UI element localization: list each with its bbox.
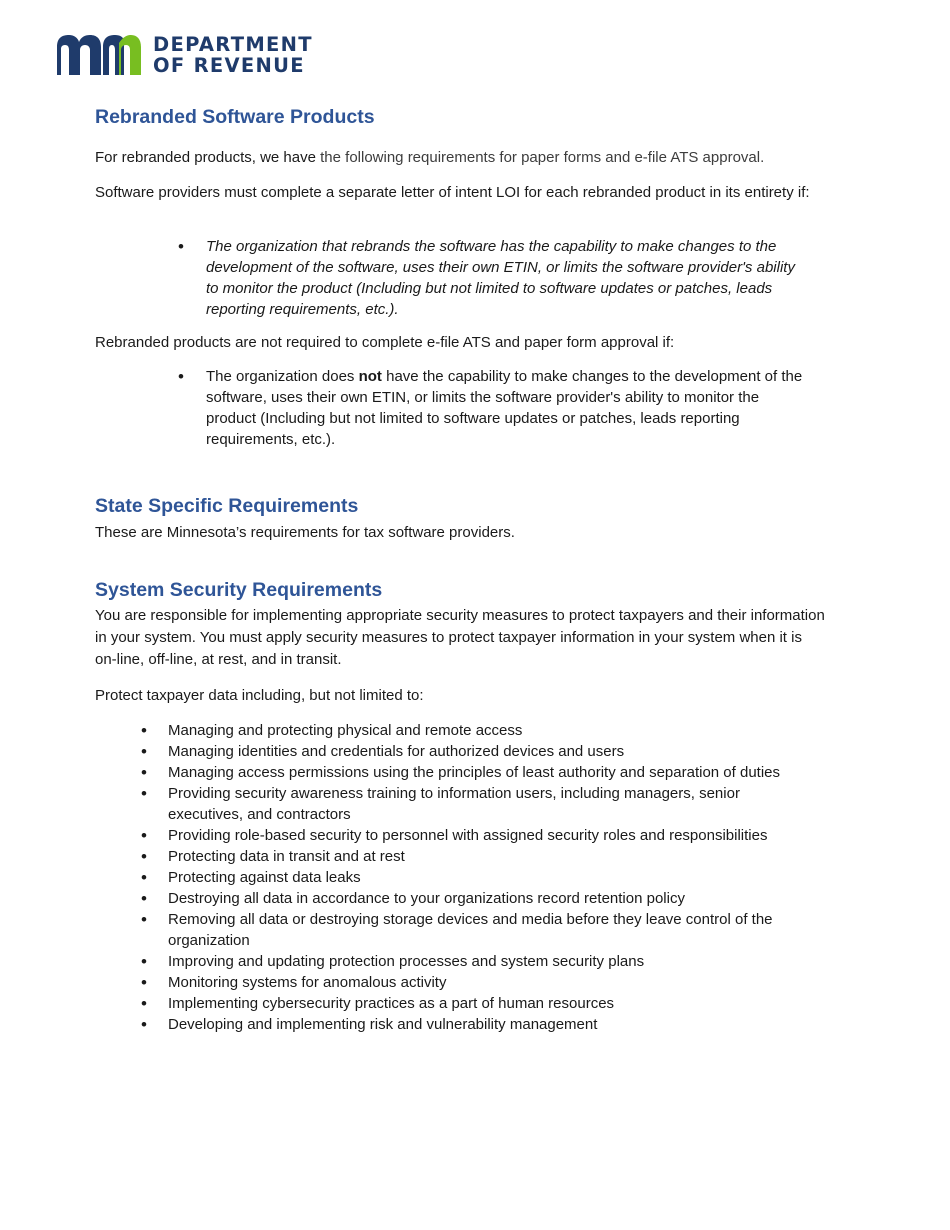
not-required-paragraph: Rebranded products are not required to complete e-file ATS and paper form approval if: <box>95 334 675 351</box>
list-item: • Destroying all data in accordance to your organizations record retention policy <box>168 888 818 909</box>
rebranded-intro <box>95 147 825 168</box>
rebranded-intro-start: For rebranded products, we have <box>95 149 316 166</box>
not-required-bullet-rest: have the capability to make changes to the development of the software, uses their own ETIN, or limits the software provider's ability to monitor the product (Including but not limited to software updates or patches, leads reporting requirements, etc.). <box>206 368 803 448</box>
department-of-revenue-logo <box>57 33 313 79</box>
list-item: • Managing identities and credentials for authorized devices and users <box>168 741 818 762</box>
list-item: • Providing role-based security to personnel with assigned security roles and responsibilities <box>168 825 818 846</box>
list-item: • Protecting against data leaks <box>168 867 818 888</box>
logo-text-line1: DEPARTMENT <box>153 33 313 56</box>
loi-bullet-list <box>206 236 806 320</box>
list-item: • Improving and updating protection processes and system security plans <box>168 951 818 972</box>
list-item: • Developing and implementing risk and vulnerability management <box>168 1014 818 1035</box>
list-item: • Managing access permissions using the principles of least authority and separation of duties <box>168 762 818 783</box>
list-item: • Implementing cybersecurity practices as a part of human resources <box>168 993 818 1014</box>
security-paragraph: You are responsible for implementing appropriate security measures to protect taxpayers and their information in your system. You must apply security measures to protect taxpayer information in your system when it is on-line, off-line, at rest, and in transit. <box>95 607 825 668</box>
mn-logo-icon <box>57 33 143 79</box>
security-heading: System Security Requirements <box>95 579 383 601</box>
not-required-bullet-list <box>206 366 806 450</box>
state-heading: State Specific Requirements <box>95 495 359 517</box>
list-item <box>206 236 806 320</box>
list-item: • Protecting data in transit and at rest <box>168 846 818 867</box>
list-item: • Managing and protecting physical and remote access <box>168 720 818 741</box>
not-required-bullet-bold: not <box>358 368 382 385</box>
list-item <box>206 366 806 450</box>
protect-intro: Protect taxpayer data including, but not limited to: <box>95 687 424 704</box>
logo-text-line2: OF REVENUE <box>153 54 305 77</box>
loi-bullet-text: The organization that rebrands the software has the capability to make changes to the development of the software, uses their own ETIN, or limits the software provider's ability to monitor the product (Including but not limited to software updates or patches, leads reporting requirements, etc.). <box>206 238 795 318</box>
state-text: These are Minnesota’s requirements for tax software providers. <box>95 524 515 541</box>
list-item: • Providing security awareness training to information users, including managers, senior executives, and contractors <box>168 783 818 825</box>
loi-paragraph: Software providers must complete a separate letter of intent LOI for each rebranded product in its entirety if: <box>95 184 810 201</box>
not-required-bullet-start: The organization does <box>206 368 359 385</box>
list-item: • Monitoring systems for anomalous activity <box>168 972 818 993</box>
list-item: • Removing all data or destroying storage devices and media before they leave control of the organization <box>168 909 818 951</box>
rebranded-heading: Rebranded Software Products <box>95 106 375 128</box>
security-measures-list <box>168 720 818 1035</box>
rebranded-intro-rest: the following requirements for paper forms and e-file ATS approval. <box>315 149 765 166</box>
